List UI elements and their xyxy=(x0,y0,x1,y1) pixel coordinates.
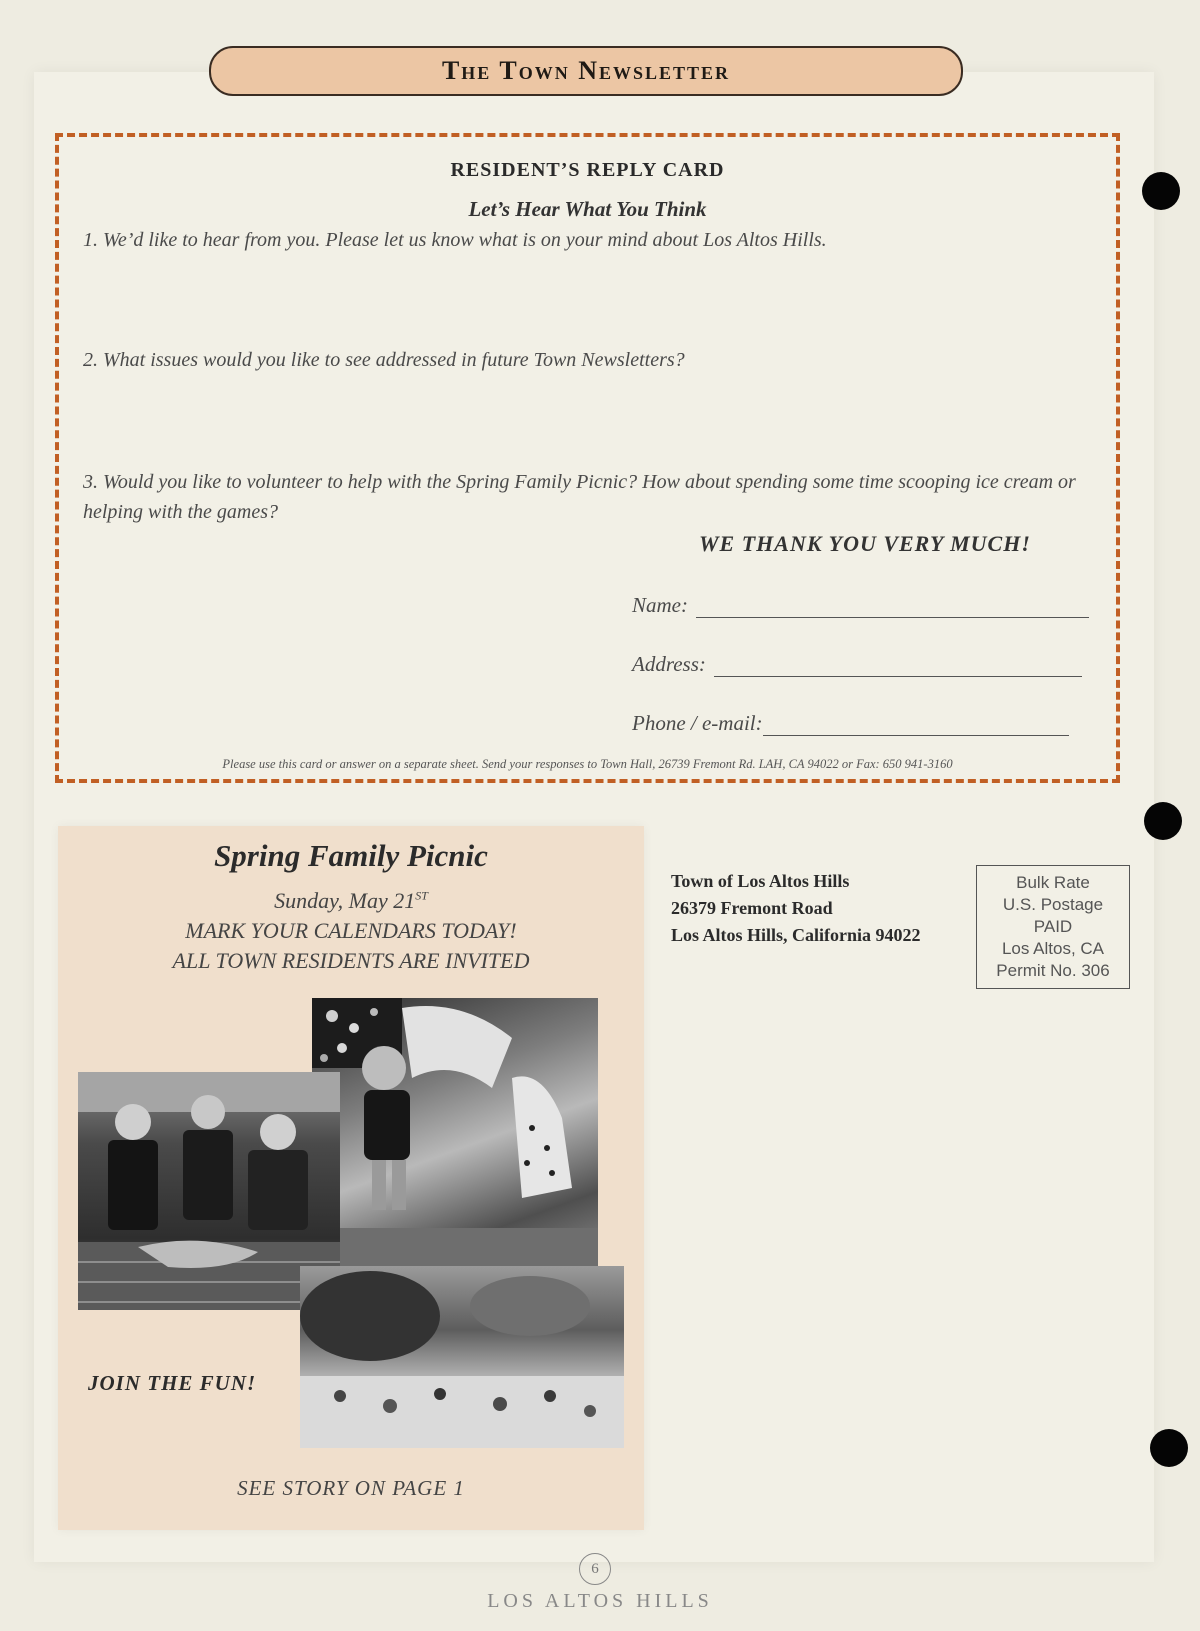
picnic-date xyxy=(58,888,644,914)
reply-card xyxy=(55,133,1120,783)
address-field[interactable] xyxy=(632,652,1082,677)
return-address-line2: 26379 Fremont Road xyxy=(671,898,833,918)
postage-line4: Los Altos, CA xyxy=(1001,939,1105,958)
join-the-fun-text: JOIN THE FUN! xyxy=(88,1371,257,1395)
picnic-date-suffix: ST xyxy=(415,888,428,903)
question-3: 3. Would you like to volunteer to help with the Spring Family Picnic? How about spending some time scooping ice cream or helping with the games? xyxy=(83,471,1076,523)
name-field[interactable] xyxy=(632,593,1089,618)
picnic-flyer xyxy=(58,826,644,1530)
thank-you-text: WE THANK YOU VERY MUCH! xyxy=(699,531,1031,556)
phone-email-line[interactable] xyxy=(763,715,1069,736)
postage-line5: Permit No. 306 xyxy=(996,961,1110,980)
return-address-line3: Los Altos Hills, California 94022 xyxy=(671,925,921,945)
binder-hole-icon xyxy=(1142,172,1180,210)
child-photo xyxy=(312,998,598,1266)
question-2: 2. What issues would you like to see addressed in future Town Newsletters? xyxy=(83,349,685,371)
return-address-line1: Town of Los Altos Hills xyxy=(671,871,850,891)
return-address xyxy=(671,868,921,949)
postage-indicia xyxy=(976,865,1130,989)
picnic-date-text: Sunday, May 21 xyxy=(274,888,416,913)
park-photo-art xyxy=(300,1266,624,1448)
reply-card-subheading: Let’s Hear What You Think xyxy=(468,197,707,221)
newsletter-title: The Town Newsletter xyxy=(209,46,963,96)
postage-line1: Bulk Rate xyxy=(1016,873,1090,892)
see-story-link: SEE STORY ON PAGE 1 xyxy=(237,1476,465,1500)
postage-line2: U.S. Postage xyxy=(1002,895,1104,914)
reply-instructions: Please use this card or answer on a separate sheet. Send your responses to Town Hall, 26739 Fremont Rd. LAH, CA 94022 or Fax: 650 941-3160 xyxy=(222,757,953,771)
binder-hole-icon xyxy=(1144,802,1182,840)
picnic-title: Spring Family Picnic xyxy=(214,838,488,873)
postage-line3: PAID xyxy=(1033,917,1073,936)
name-line[interactable] xyxy=(696,597,1089,618)
question-1: 1. We’d like to hear from you. Please let us know what is on your mind about Los Altos Hills. xyxy=(83,229,827,251)
name-label: Name: xyxy=(632,593,688,617)
picnic-calendar-note: MARK YOUR CALENDARS TODAY! xyxy=(185,918,517,943)
reply-card-heading: RESIDENT’S REPLY CARD xyxy=(450,159,725,181)
binder-hole-icon xyxy=(1150,1429,1188,1467)
phone-email-label: Phone / e-mail: xyxy=(632,711,763,735)
picnic-invite-note: ALL TOWN RESIDENTS ARE INVITED xyxy=(172,948,530,973)
address-line[interactable] xyxy=(714,656,1082,677)
park-photo xyxy=(300,1266,624,1448)
footer-town-name: LOS ALTOS HILLS xyxy=(487,1590,713,1612)
child-photo-art xyxy=(312,998,598,1266)
address-label: Address: xyxy=(632,652,706,676)
phone-email-field[interactable] xyxy=(632,711,1069,736)
page-number: 6 xyxy=(579,1553,611,1585)
